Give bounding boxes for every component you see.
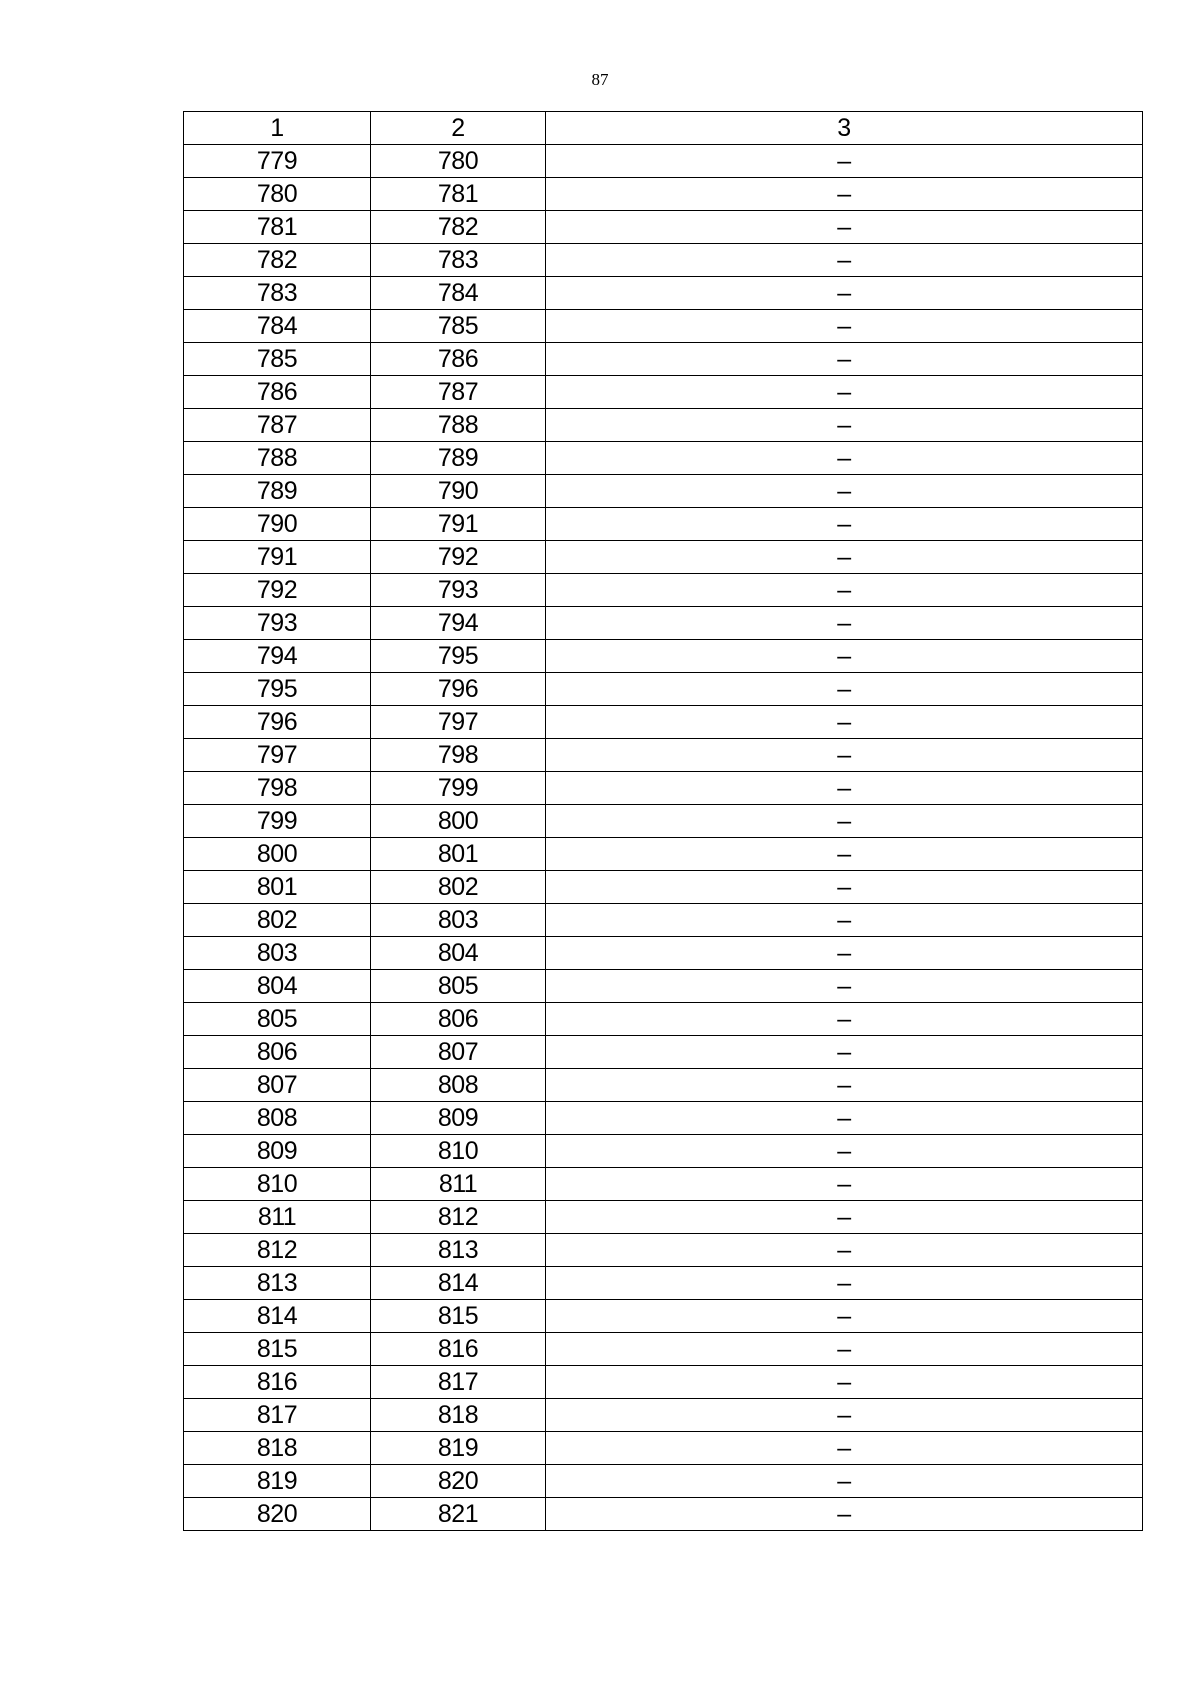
cell-col-3: – — [546, 1399, 1143, 1432]
cell-col-3: – — [546, 1432, 1143, 1465]
cell-col-2: 809 — [371, 1102, 546, 1135]
cell-col-1: 811 — [184, 1201, 371, 1234]
cell-col-1: 818 — [184, 1432, 371, 1465]
cell-col-3: – — [546, 409, 1143, 442]
cell-col-3: – — [546, 607, 1143, 640]
table-row — [184, 1069, 1143, 1102]
cell-col-1: 779 — [184, 145, 371, 178]
cell-col-2: 808 — [371, 1069, 546, 1102]
table-row — [184, 937, 1143, 970]
table-row — [184, 1465, 1143, 1498]
cell-col-2: 800 — [371, 805, 546, 838]
table-row — [184, 211, 1143, 244]
table-row — [184, 1432, 1143, 1465]
table-row — [184, 739, 1143, 772]
cell-col-1: 820 — [184, 1498, 371, 1531]
cell-col-1: 785 — [184, 343, 371, 376]
cell-col-3: – — [546, 1102, 1143, 1135]
cell-col-2: 806 — [371, 1003, 546, 1036]
cell-col-2: 811 — [371, 1168, 546, 1201]
table-row — [184, 640, 1143, 673]
table-row — [184, 1366, 1143, 1399]
cell-col-1: 782 — [184, 244, 371, 277]
cell-col-2: 818 — [371, 1399, 546, 1432]
cell-col-3: – — [546, 904, 1143, 937]
cell-col-1: 817 — [184, 1399, 371, 1432]
table-row — [184, 772, 1143, 805]
table-body — [184, 112, 1143, 1531]
cell-col-2: 796 — [371, 673, 546, 706]
cell-col-1: 799 — [184, 805, 371, 838]
cell-col-1: 794 — [184, 640, 371, 673]
cell-col-1: 792 — [184, 574, 371, 607]
page-number: 87 — [591, 70, 609, 89]
cell-col-3: – — [546, 277, 1143, 310]
cell-col-1: 783 — [184, 277, 371, 310]
cell-col-3: – — [546, 1267, 1143, 1300]
cell-col-2: 784 — [371, 277, 546, 310]
cell-col-3: – — [546, 937, 1143, 970]
table-row — [184, 1234, 1143, 1267]
table-row — [184, 277, 1143, 310]
cell-col-3: – — [546, 739, 1143, 772]
cell-col-3: – — [546, 1168, 1143, 1201]
cell-col-1: 807 — [184, 1069, 371, 1102]
cell-col-2: 792 — [371, 541, 546, 574]
cell-col-2: 782 — [371, 211, 546, 244]
cell-col-1: 815 — [184, 1333, 371, 1366]
cell-col-1: 784 — [184, 310, 371, 343]
cell-col-3: – — [546, 343, 1143, 376]
cell-col-3: – — [546, 310, 1143, 343]
cell-col-2: 812 — [371, 1201, 546, 1234]
cell-col-1: 780 — [184, 178, 371, 211]
cell-col-3: – — [546, 706, 1143, 739]
cell-col-3: – — [546, 475, 1143, 508]
table-row — [184, 508, 1143, 541]
cell-col-2: 819 — [371, 1432, 546, 1465]
table-row — [184, 805, 1143, 838]
table-header-row — [184, 112, 1143, 145]
cell-col-1: 809 — [184, 1135, 371, 1168]
cell-col-3: – — [546, 1498, 1143, 1531]
cell-col-2: 814 — [371, 1267, 546, 1300]
cell-col-2: 817 — [371, 1366, 546, 1399]
table-row — [184, 607, 1143, 640]
cell-col-1: 813 — [184, 1267, 371, 1300]
cell-col-3: – — [546, 244, 1143, 277]
table-row — [184, 475, 1143, 508]
cell-col-2: 795 — [371, 640, 546, 673]
table-row — [184, 376, 1143, 409]
cell-col-2: 803 — [371, 904, 546, 937]
cell-col-2: 801 — [371, 838, 546, 871]
table-row — [184, 970, 1143, 1003]
table-row — [184, 244, 1143, 277]
table-row — [184, 1168, 1143, 1201]
table-row — [184, 1135, 1143, 1168]
cell-col-3: – — [546, 772, 1143, 805]
cell-col-3: – — [546, 442, 1143, 475]
cell-col-1: 800 — [184, 838, 371, 871]
table-row — [184, 871, 1143, 904]
cell-col-3: – — [546, 1069, 1143, 1102]
cell-col-2: 793 — [371, 574, 546, 607]
cell-col-1: 790 — [184, 508, 371, 541]
column-header-2: 2 — [371, 112, 546, 145]
table-row — [184, 1333, 1143, 1366]
cell-col-3: – — [546, 1333, 1143, 1366]
cell-col-1: 797 — [184, 739, 371, 772]
table-row — [184, 1102, 1143, 1135]
table-row — [184, 1267, 1143, 1300]
cell-col-3: – — [546, 871, 1143, 904]
cell-col-1: 787 — [184, 409, 371, 442]
cell-col-2: 780 — [371, 145, 546, 178]
cell-col-3: – — [546, 508, 1143, 541]
cell-col-2: 799 — [371, 772, 546, 805]
cell-col-2: 786 — [371, 343, 546, 376]
table-row — [184, 343, 1143, 376]
cell-col-3: – — [546, 145, 1143, 178]
cell-col-3: – — [546, 211, 1143, 244]
cell-col-1: 816 — [184, 1366, 371, 1399]
cell-col-2: 790 — [371, 475, 546, 508]
cell-col-3: – — [546, 541, 1143, 574]
table-row — [184, 1399, 1143, 1432]
cell-col-3: – — [546, 1300, 1143, 1333]
cell-col-2: 794 — [371, 607, 546, 640]
table-row — [184, 310, 1143, 343]
cell-col-1: 801 — [184, 871, 371, 904]
cell-col-2: 805 — [371, 970, 546, 1003]
cell-col-2: 804 — [371, 937, 546, 970]
cell-col-2: 802 — [371, 871, 546, 904]
cell-col-1: 805 — [184, 1003, 371, 1036]
cell-col-1: 814 — [184, 1300, 371, 1333]
cell-col-3: – — [546, 970, 1143, 1003]
cell-col-3: – — [546, 178, 1143, 211]
table-row — [184, 442, 1143, 475]
cell-col-2: 798 — [371, 739, 546, 772]
table-row — [184, 1201, 1143, 1234]
table-row — [184, 1300, 1143, 1333]
cell-col-2: 813 — [371, 1234, 546, 1267]
table-row — [184, 145, 1143, 178]
table-row — [184, 409, 1143, 442]
table-row — [184, 706, 1143, 739]
cell-col-1: 795 — [184, 673, 371, 706]
cell-col-3: – — [546, 574, 1143, 607]
cell-col-1: 806 — [184, 1036, 371, 1069]
table-row — [184, 541, 1143, 574]
cell-col-2: 791 — [371, 508, 546, 541]
cell-col-2: 785 — [371, 310, 546, 343]
cell-col-3: – — [546, 1465, 1143, 1498]
cell-col-2: 807 — [371, 1036, 546, 1069]
cell-col-2: 815 — [371, 1300, 546, 1333]
cell-col-1: 803 — [184, 937, 371, 970]
cell-col-2: 797 — [371, 706, 546, 739]
cell-col-2: 816 — [371, 1333, 546, 1366]
cell-col-1: 788 — [184, 442, 371, 475]
cell-col-3: – — [546, 1003, 1143, 1036]
cell-col-3: – — [546, 376, 1143, 409]
cell-col-1: 796 — [184, 706, 371, 739]
cell-col-3: – — [546, 673, 1143, 706]
table-row — [184, 1498, 1143, 1531]
cell-col-3: – — [546, 640, 1143, 673]
cell-col-1: 804 — [184, 970, 371, 1003]
cell-col-1: 802 — [184, 904, 371, 937]
cell-col-1: 786 — [184, 376, 371, 409]
table-row — [184, 1036, 1143, 1069]
cell-col-2: 821 — [371, 1498, 546, 1531]
cell-col-1: 819 — [184, 1465, 371, 1498]
cell-col-2: 810 — [371, 1135, 546, 1168]
cell-col-1: 791 — [184, 541, 371, 574]
cell-col-2: 788 — [371, 409, 546, 442]
cell-col-2: 783 — [371, 244, 546, 277]
column-header-1: 1 — [184, 112, 371, 145]
cell-col-2: 787 — [371, 376, 546, 409]
cell-col-3: – — [546, 1234, 1143, 1267]
cell-col-3: – — [546, 1036, 1143, 1069]
table-row — [184, 673, 1143, 706]
table-row — [184, 1003, 1143, 1036]
cell-col-1: 812 — [184, 1234, 371, 1267]
cell-col-3: – — [546, 1201, 1143, 1234]
cell-col-2: 789 — [371, 442, 546, 475]
cell-col-1: 810 — [184, 1168, 371, 1201]
table-row — [184, 838, 1143, 871]
cell-col-1: 789 — [184, 475, 371, 508]
cell-col-2: 820 — [371, 1465, 546, 1498]
cell-col-2: 781 — [371, 178, 546, 211]
cell-col-1: 798 — [184, 772, 371, 805]
cell-col-3: – — [546, 1135, 1143, 1168]
table-row — [184, 574, 1143, 607]
cell-col-3: – — [546, 838, 1143, 871]
column-header-3: 3 — [546, 112, 1143, 145]
table-row — [184, 178, 1143, 211]
cell-col-1: 793 — [184, 607, 371, 640]
cell-col-1: 808 — [184, 1102, 371, 1135]
cell-col-1: 781 — [184, 211, 371, 244]
cell-col-3: – — [546, 1366, 1143, 1399]
table-row — [184, 904, 1143, 937]
cell-col-3: – — [546, 805, 1143, 838]
data-table — [183, 111, 1143, 1531]
